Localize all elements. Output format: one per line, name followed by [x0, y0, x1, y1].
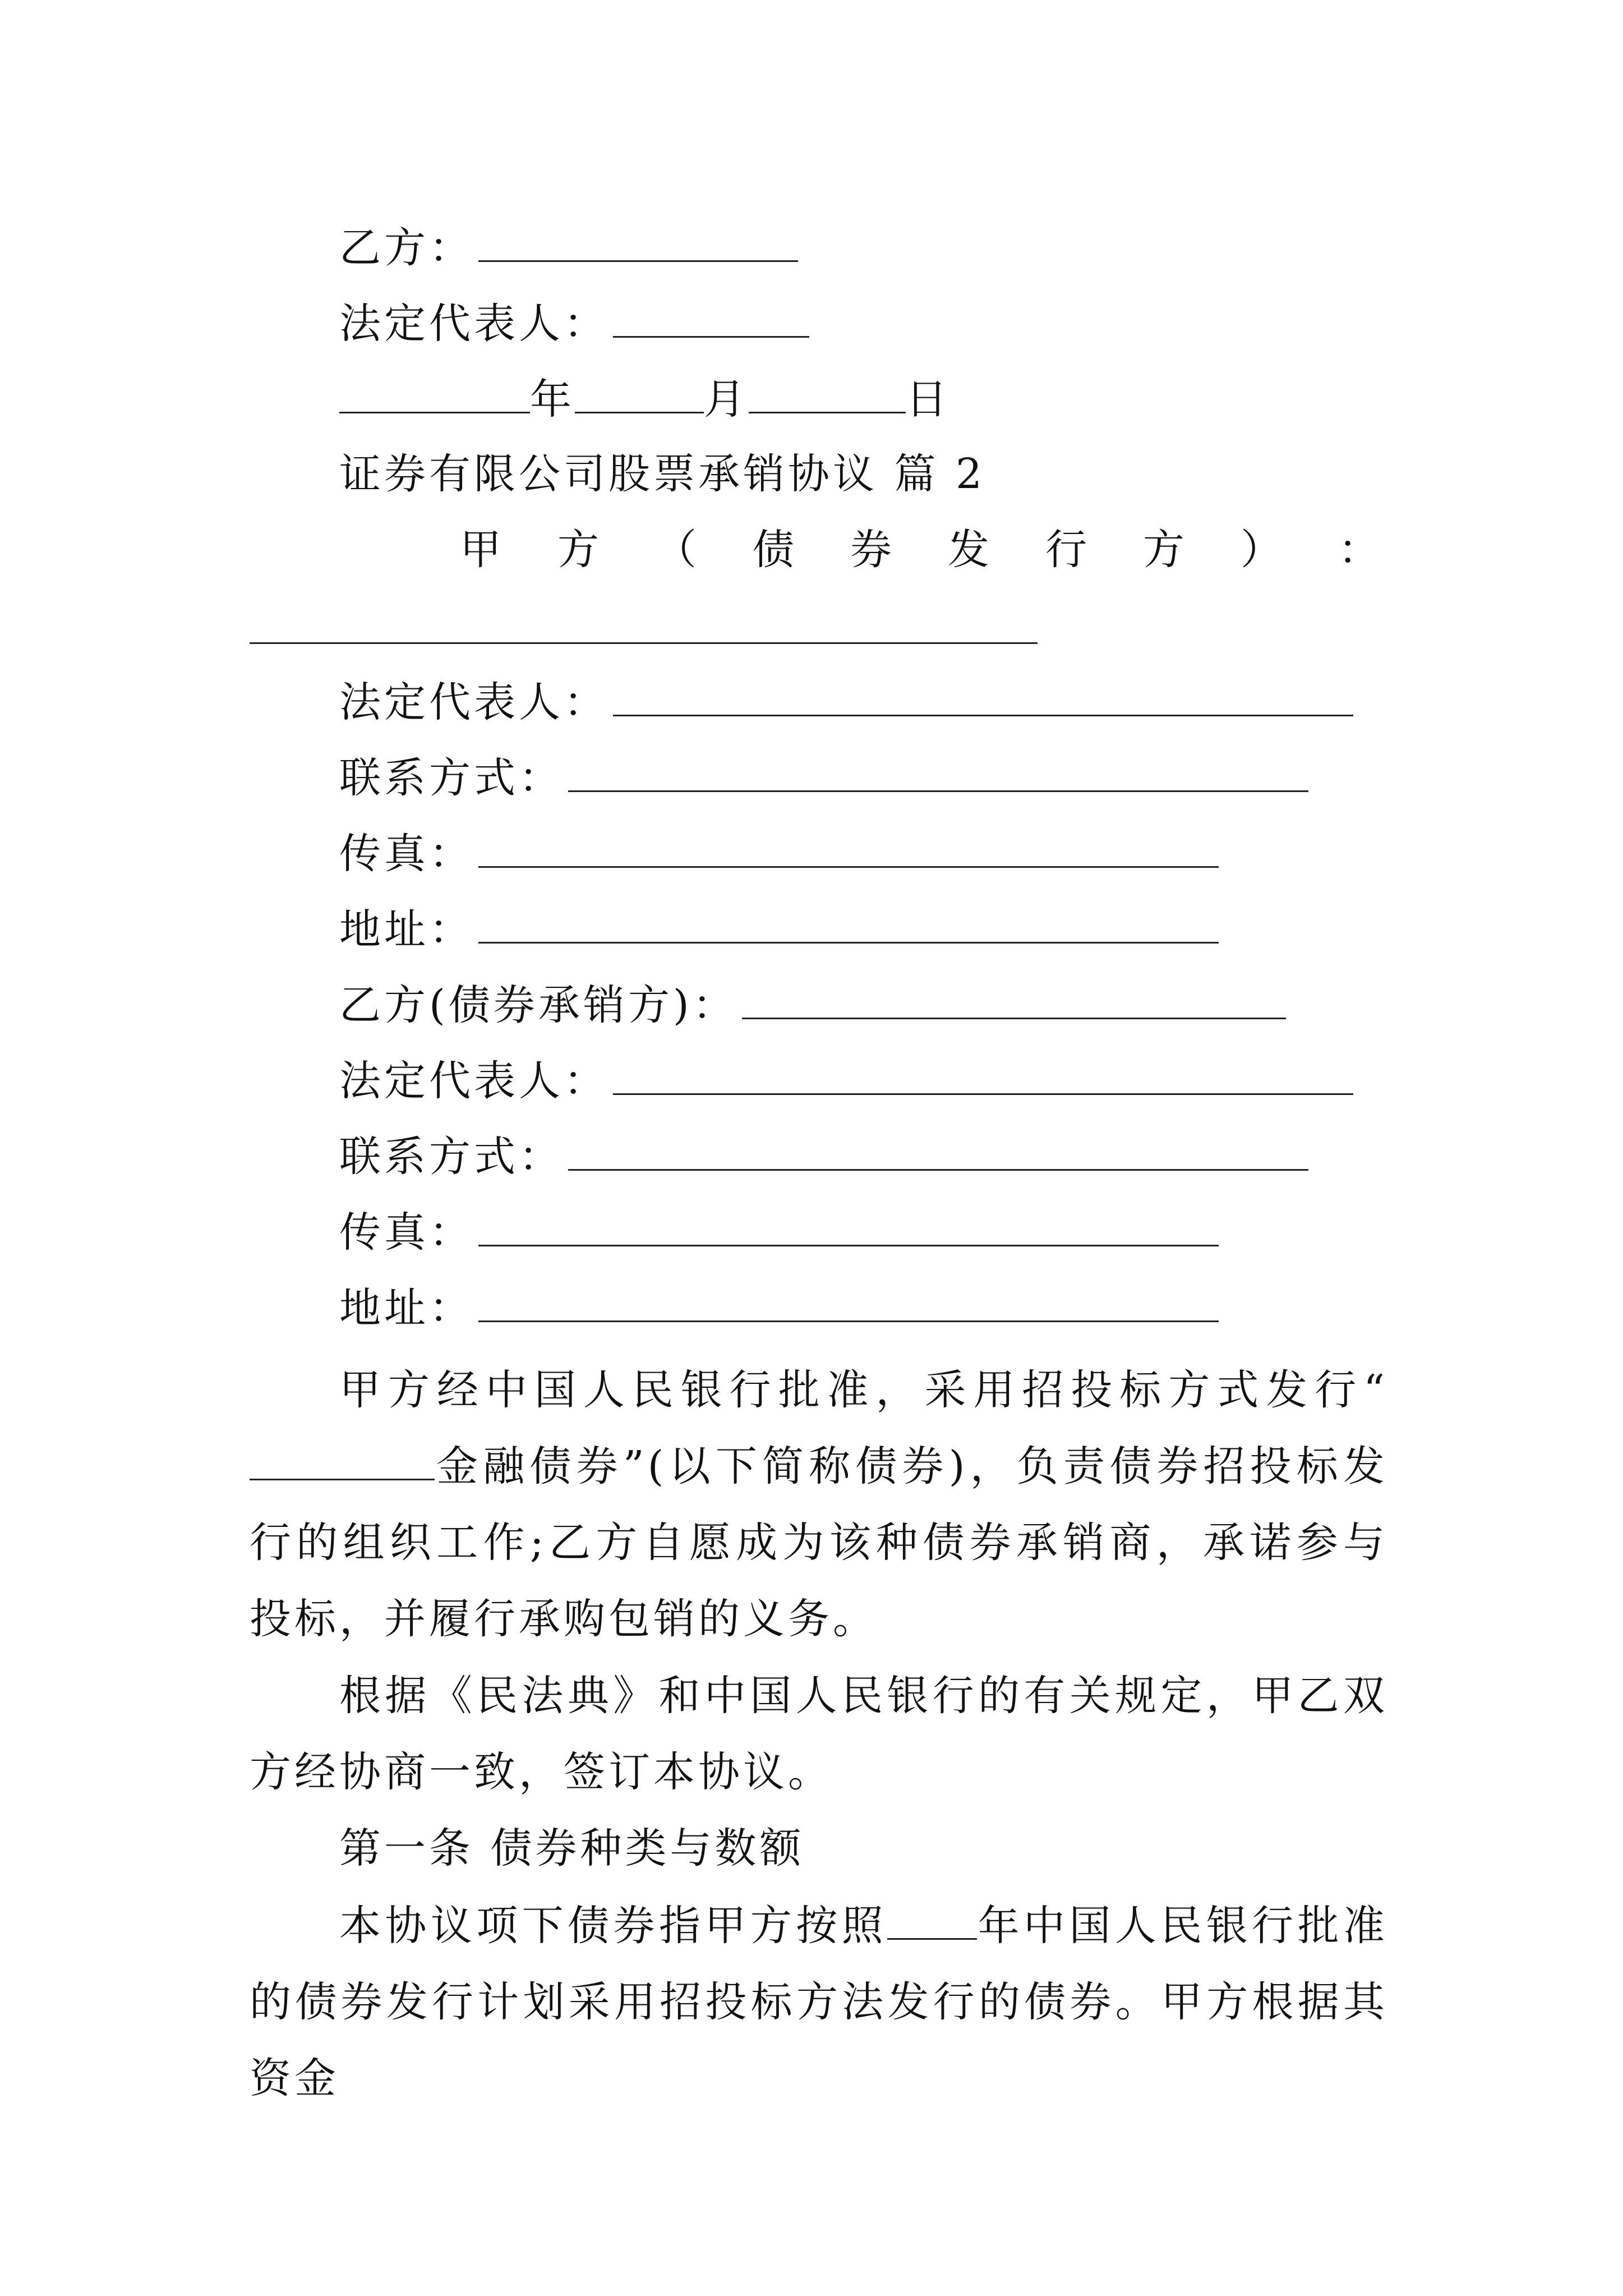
- date-line: [339, 370, 951, 427]
- heading-char: ：: [1338, 526, 1380, 574]
- party-a-contact: [339, 749, 1308, 806]
- party-a-legal-rep-label: 法定代表人：: [339, 678, 608, 726]
- heading-char: （: [655, 526, 697, 574]
- year-plan-blank: [887, 1897, 977, 1940]
- party-b-name: [339, 976, 1286, 1033]
- month-label: 月: [704, 375, 749, 424]
- party-b-address-blank: [478, 1279, 1219, 1322]
- heading-char: 债: [753, 526, 794, 574]
- paragraph-issuance: [250, 1352, 1388, 1657]
- p1-rest: 金融债券”(以下简称债券)，负责债券招投标发行的组织工作;乙方自愿成为该种债券承销商，承诺参与投标，并履行承购包销的义务。: [250, 1442, 1388, 1643]
- paragraph-article-1: [250, 1888, 1388, 2116]
- p1-quote: “: [1363, 1366, 1388, 1414]
- party-a-legal-rep-blank: [613, 673, 1353, 716]
- month-blank: [575, 370, 704, 413]
- party-b-legal-rep-label: 法定代表人：: [339, 1057, 608, 1105]
- heading-char: 券: [850, 526, 892, 574]
- party-a-contact-blank: [568, 749, 1308, 792]
- party-b-contact-blank: [568, 1128, 1308, 1171]
- heading-char: 发: [948, 526, 989, 574]
- legal-rep-blank: [613, 295, 809, 338]
- heading-char: 甲: [460, 526, 501, 574]
- party-a-address-blank: [478, 900, 1219, 944]
- day-blank: [749, 370, 906, 413]
- party-b-name-label: 乙方(债券承销方)：: [339, 981, 737, 1029]
- section-title: 证券有限公司股票承销协议 篇 2: [339, 450, 986, 498]
- legal-rep-signature-line: [339, 295, 809, 352]
- party-a-legal-rep: [339, 673, 1353, 730]
- party-a-fax-blank: [478, 825, 1219, 868]
- p1-open: 甲方经中国人民银行批准，采用招投标方式发行: [339, 1366, 1364, 1414]
- party-b-blank: [478, 219, 798, 262]
- heading-char: ）: [1241, 526, 1282, 574]
- heading-char: 行: [1045, 526, 1087, 574]
- party-a-fax: [339, 825, 1219, 882]
- party-a-fax-label: 传真：: [339, 830, 474, 878]
- party-b-fax-blank: [478, 1203, 1219, 1246]
- heading-char: 方: [557, 526, 599, 574]
- party-a-address-label: 地址：: [339, 905, 474, 954]
- party-a-contact-label: 联系方式：: [339, 754, 564, 802]
- party-b-contact-label: 联系方式：: [339, 1133, 564, 1181]
- party-b-fax-label: 传真：: [339, 1208, 474, 1257]
- bond-name-blank: [250, 1437, 435, 1480]
- legal-rep-label: 法定代表人：: [339, 300, 608, 348]
- heading-char: 方: [1143, 526, 1184, 574]
- party-b-legal-rep-blank: [613, 1052, 1353, 1095]
- party-b-contact: [339, 1128, 1308, 1185]
- party-b-signature-line: [339, 219, 798, 276]
- party-b-legal-rep: [339, 1052, 1353, 1109]
- paragraph-legal-basis: 根据《民法典》和中国人民银行的有关规定，甲乙双方经协商一致，签订本协议。: [250, 1672, 1388, 1796]
- p3-a: 本协议项下债券指甲方按照: [339, 1902, 888, 1950]
- party-a-address: [339, 900, 1219, 958]
- day-label: 日: [906, 375, 951, 424]
- p3-b: 年中国人民银行批准的债券发行计划采用招投标方法发行的债券。甲方根据其资金: [250, 1902, 1389, 2102]
- year-label: 年: [530, 375, 575, 424]
- party-b-address-label: 地址：: [339, 1284, 474, 1332]
- party-a-heading: [460, 522, 1380, 578]
- article-1-title: 第一条 债券种类与数额: [339, 1824, 805, 1872]
- party-b-label: 乙方：: [339, 224, 474, 272]
- party-b-fax: [339, 1203, 1219, 1260]
- party-a-name-blank: [250, 642, 1038, 644]
- year-blank: [339, 370, 530, 413]
- party-b-address: [339, 1279, 1219, 1336]
- party-b-name-blank: [742, 976, 1286, 1019]
